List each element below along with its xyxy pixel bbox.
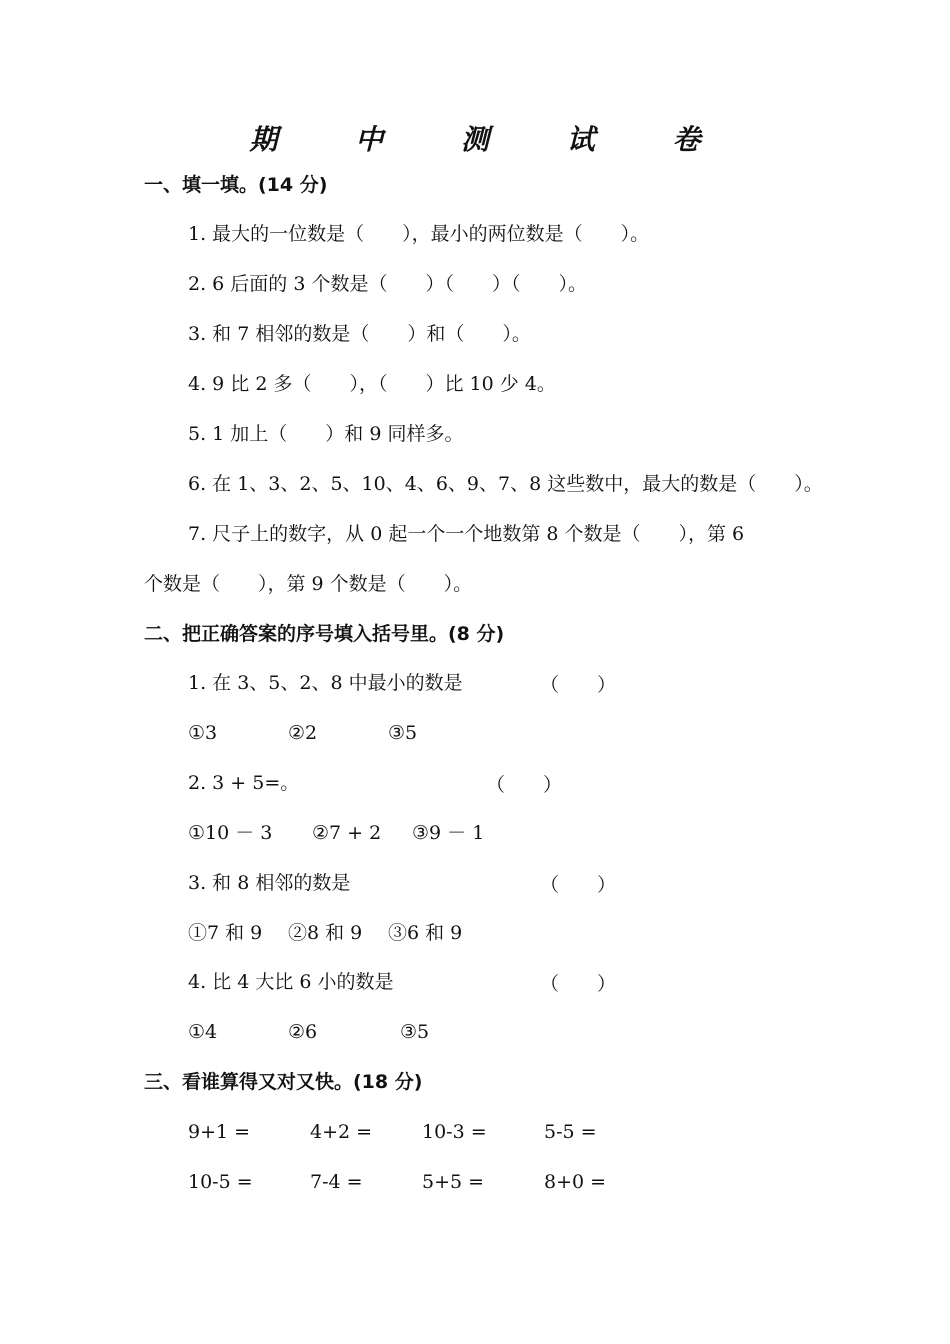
s2-q4-option-2: ②6 (288, 1021, 318, 1043)
s2-q3-option-2: ②8 和 9 (288, 922, 363, 944)
s1-question-5: 5. 1 加上（ ）和 9 同样多。 (188, 423, 464, 445)
s1-question-7-line1: 7. 尺子上的数字，从 0 起一个一个地数第 8 个数是（ ），第 6 (188, 523, 745, 545)
s1-question-6: 6. 在 1、3、2、5、10、4、6、9、7、8 这些数中，最大的数是（ ）。 (188, 473, 823, 495)
s2-q1-option-3: ③5 (388, 722, 418, 744)
s2-q3-answer-paren: （ ） (540, 874, 617, 896)
calc-item: 4+2 = (310, 1121, 373, 1143)
s2-q1-option-2: ②2 (288, 722, 318, 744)
s2-q1-answer-paren: （ ） (540, 674, 617, 696)
s2-q4-answer-paren: （ ） (540, 973, 617, 995)
s2-question-4: 4. 比 4 大比 6 小的数是 (188, 971, 394, 993)
calc-item: 5-5 = (544, 1121, 597, 1143)
s1-question-2: 2. 6 后面的 3 个数是（ ）（ ）（ ）。 (188, 273, 587, 295)
s2-q2-answer-paren: （ ） (486, 774, 563, 796)
s2-q2-option-3: ③9 － 1 (412, 822, 485, 844)
s1-question-7-line2: 个数是（ ），第 9 个数是（ ）。 (144, 573, 473, 595)
s1-question-3: 3. 和 7 相邻的数是（ ）和（ ）。 (188, 323, 531, 345)
section3-heading: 三、看谁算得又对又快。(18 分) (144, 1071, 423, 1093)
s1-question-1: 1. 最大的一位数是（ ），最小的两位数是（ ）。 (188, 223, 650, 245)
calc-item: 9+1 = (188, 1121, 251, 1143)
s2-q2-option-1: ①10 － 3 (188, 822, 273, 844)
calc-item: 7-4 = (310, 1171, 363, 1193)
s2-q1-option-1: ①3 (188, 722, 218, 744)
calc-item: 10-3 = (422, 1121, 487, 1143)
s2-q3-option-1: ①7 和 9 (188, 922, 263, 944)
calc-item: 10-5 = (188, 1171, 253, 1193)
s1-question-4: 4. 9 比 2 多（ ），（ ）比 10 少 4。 (188, 373, 556, 395)
calc-item: 5+5 = (422, 1171, 485, 1193)
s2-question-2: 2. 3 + 5=。 (188, 772, 300, 794)
page-title: 期 中 测 试 卷 (249, 123, 735, 156)
s2-question-1: 1. 在 3、5、2、8 中最小的数是 (188, 672, 463, 694)
s2-q2-option-2: ②7 + 2 (312, 822, 382, 844)
s2-question-3: 3. 和 8 相邻的数是 (188, 872, 351, 894)
s2-q3-option-3: ③6 和 9 (388, 922, 463, 944)
s2-q4-option-1: ①4 (188, 1021, 218, 1043)
s2-q4-option-3: ③5 (400, 1021, 430, 1043)
section1-heading: 一、填一填。(14 分) (144, 174, 328, 196)
section2-heading: 二、把正确答案的序号填入括号里。(8 分) (144, 623, 505, 645)
calc-item: 8+0 = (544, 1171, 607, 1193)
